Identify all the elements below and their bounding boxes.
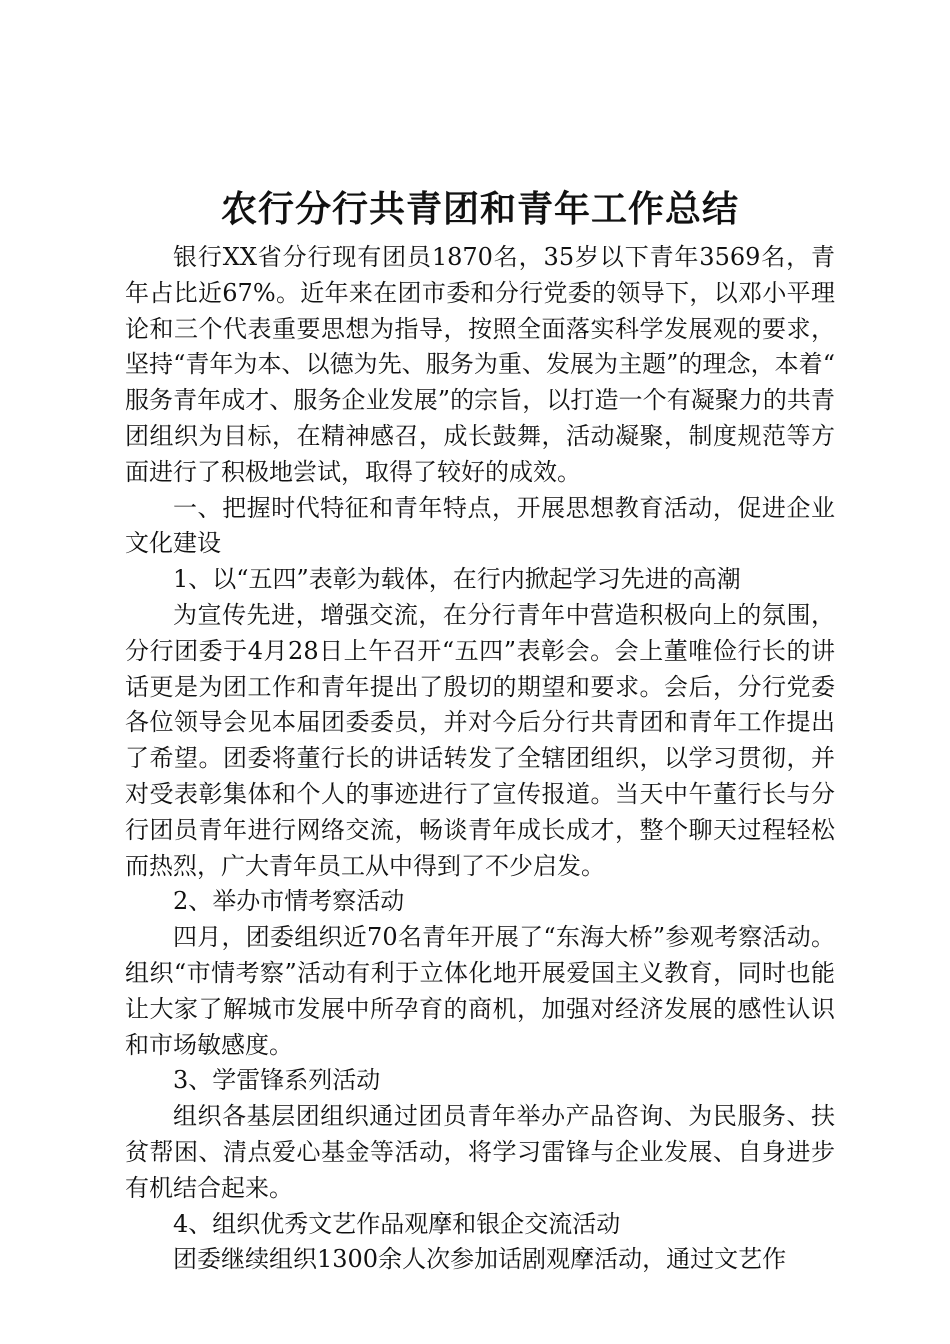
body-paragraph-1: 为宣传先进，增强交流，在分行青年中营造积极向上的氛围，分行团委于4月28日上午召开“五四”表彰会。会上董唯俭行长的讲话更是为团工作和青年提出了殷切的期望和要求。会后，分行党委各位领导会见本届团委委员，并对今后分行共青团和青年工作提出了希望。团委将董行长的讲话转发了全辖团组织，以学习贯彻，并对受表彰集体和个人的事迹进行了宣传报道。当天中午董行长与分行团员青年进行网络交流，畅谈青年成长成才，整个聊天过程轻松而热烈，广大青年员工从中得到了不少启发。 xyxy=(125,600,835,880)
subheading-1: 1、以“五四”表彰为载体，在行内掀起学习先进的高潮 xyxy=(173,565,741,594)
subheading-4: 4、组织优秀文艺作品观摩和银企交流活动 xyxy=(173,1209,621,1238)
body-paragraph-3: 组织各基层团组织通过团员青年举办产品咨询、为民服务、扶贫帮困、清点爱心基金等活动，将学习雷锋与企业发展、自身进步有机结合起来。 xyxy=(125,1102,835,1202)
body-paragraph-4: 团委继续组织1300余人次参加话剧观摩活动，通过文艺作 xyxy=(173,1245,787,1274)
subheading-3: 3、学雷锋系列活动 xyxy=(173,1066,381,1095)
intro-paragraph: 银行XX省分行现有团员1870名，35岁以下青年3569名，青年占比近67%。近年来在团市委和分行党委的领导下，以邓小平理论和三个代表重要思想为指导，按照全面落实科学发展观的要求，坚持“青年为本、以德为先、服务为重、发展为主题”的理念，本着“服务青年成才、服务企业发展”的宗旨，以打造一个有凝聚力的共青团组织为目标，在精神感召，成长鼓舞，活动凝聚，制度规范等方面进行了积极地尝试，取得了较好的成效。 xyxy=(125,243,835,486)
document-title: 农行分行共青团和青年工作总结 xyxy=(220,189,739,230)
document-page xyxy=(125,184,835,1278)
subheading-2: 2、举办市情考察活动 xyxy=(173,887,405,916)
section-heading-1: 一、把握时代特征和青年特点，开展思想教育活动，促进企业文化建设 xyxy=(125,493,835,558)
body-paragraph-2: 四月，团委组织近70名青年开展了“东海大桥”参观考察活动。组织“市情考察”活动有利于立体化地开展爱国主义教育，同时也能让大家了解城市发展中所孕育的商机，加强对经济发展的感性认识和市场敏感度。 xyxy=(125,923,835,1059)
